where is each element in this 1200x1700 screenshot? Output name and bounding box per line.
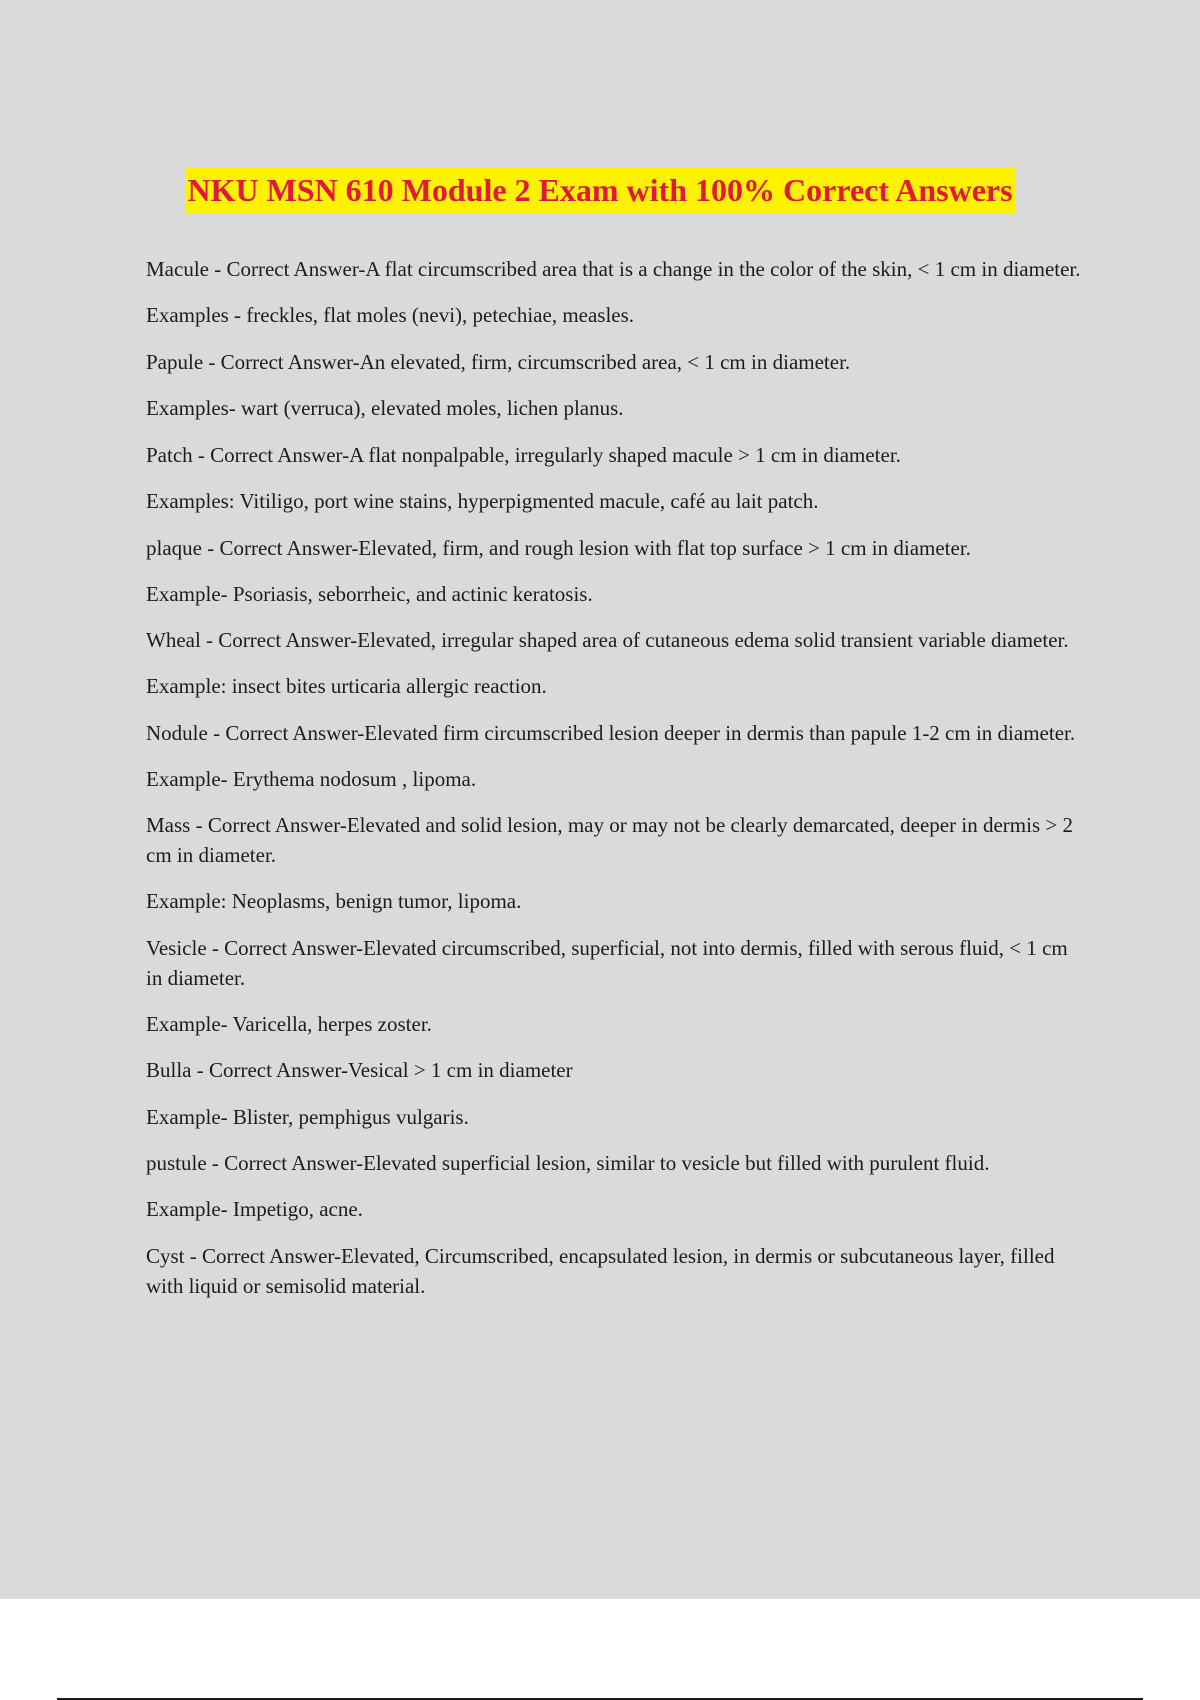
- answer-entry: Macule - Correct Answer-A flat circumscribed area that is a change in the color of the skin, < 1 cm in diameter.: [146, 257, 1081, 281]
- answer-entry: pustule - Correct Answer-Elevated superficial lesion, similar to vesicle but filled with purulent fluid.: [146, 1151, 990, 1175]
- answer-entry: Example- Varicella, herpes zoster.: [146, 1011, 432, 1036]
- answer-entry: Examples - freckles, flat moles (nevi), petechiae, measles.: [146, 303, 635, 327]
- answer-entry: Example- Impetigo, acne.: [146, 1197, 363, 1221]
- title-container: [0, 167, 1200, 213]
- answer-entry: Examples: Vitiligo, port wine stains, hyperpigmented macule, café au lait patch.: [146, 489, 819, 513]
- answer-entry: Mass - Correct Answer-Elevated and solid lesion, may or may not be clearly demarcated, deeper in dermis > 2 cm in diameter.: [146, 813, 1073, 867]
- answer-entry: Example- Erythema nodosum , lipoma.: [146, 766, 477, 791]
- answer-list: [146, 254, 1086, 1317]
- answer-entry: Nodule - Correct Answer-Elevated firm circumscribed lesion deeper in dermis than papule 1-2 cm in diameter.: [146, 720, 1076, 745]
- answer-entry: Vesicle - Correct Answer-Elevated circumscribed, superficial, not into dermis, filled with serous fluid, < 1 cm in diameter.: [146, 935, 1068, 990]
- answer-entry: Example: insect bites urticaria allergic reaction.: [146, 674, 547, 698]
- answer-entry: Bulla - Correct Answer-Vesical > 1 cm in diameter: [146, 1058, 573, 1082]
- answer-entry: Examples- wart (verruca), elevated moles, lichen planus.: [146, 396, 624, 420]
- answer-entry: Papule - Correct Answer-An elevated, firm, circumscribed area, < 1 cm in diameter.: [146, 349, 851, 374]
- page-title: NKU MSN 610 Module 2 Exam with 100% Correct Answers: [185, 167, 1014, 213]
- answer-entry: Example- Psoriasis, seborrheic, and actinic keratosis.: [146, 581, 593, 606]
- answer-entry: Patch - Correct Answer-A flat nonpalpable, irregularly shaped macule > 1 cm in diameter.: [146, 442, 901, 467]
- answer-entry: Example- Blister, pemphigus vulgaris.: [146, 1104, 469, 1129]
- answer-entry: Example: Neoplasms, benign tumor, lipoma.: [146, 889, 522, 913]
- answer-entry: Wheal - Correct Answer-Elevated, irregular shaped area of cutaneous edema solid transient variable diameter.: [146, 628, 1069, 652]
- answer-entry: plaque - Correct Answer-Elevated, firm, and rough lesion with flat top surface > 1 cm in diameter.: [146, 535, 971, 560]
- answer-entry: Cyst - Correct Answer-Elevated, Circumscribed, encapsulated lesion, in dermis or subcutaneous layer, filled with liquid or semisolid material.: [146, 1243, 1055, 1298]
